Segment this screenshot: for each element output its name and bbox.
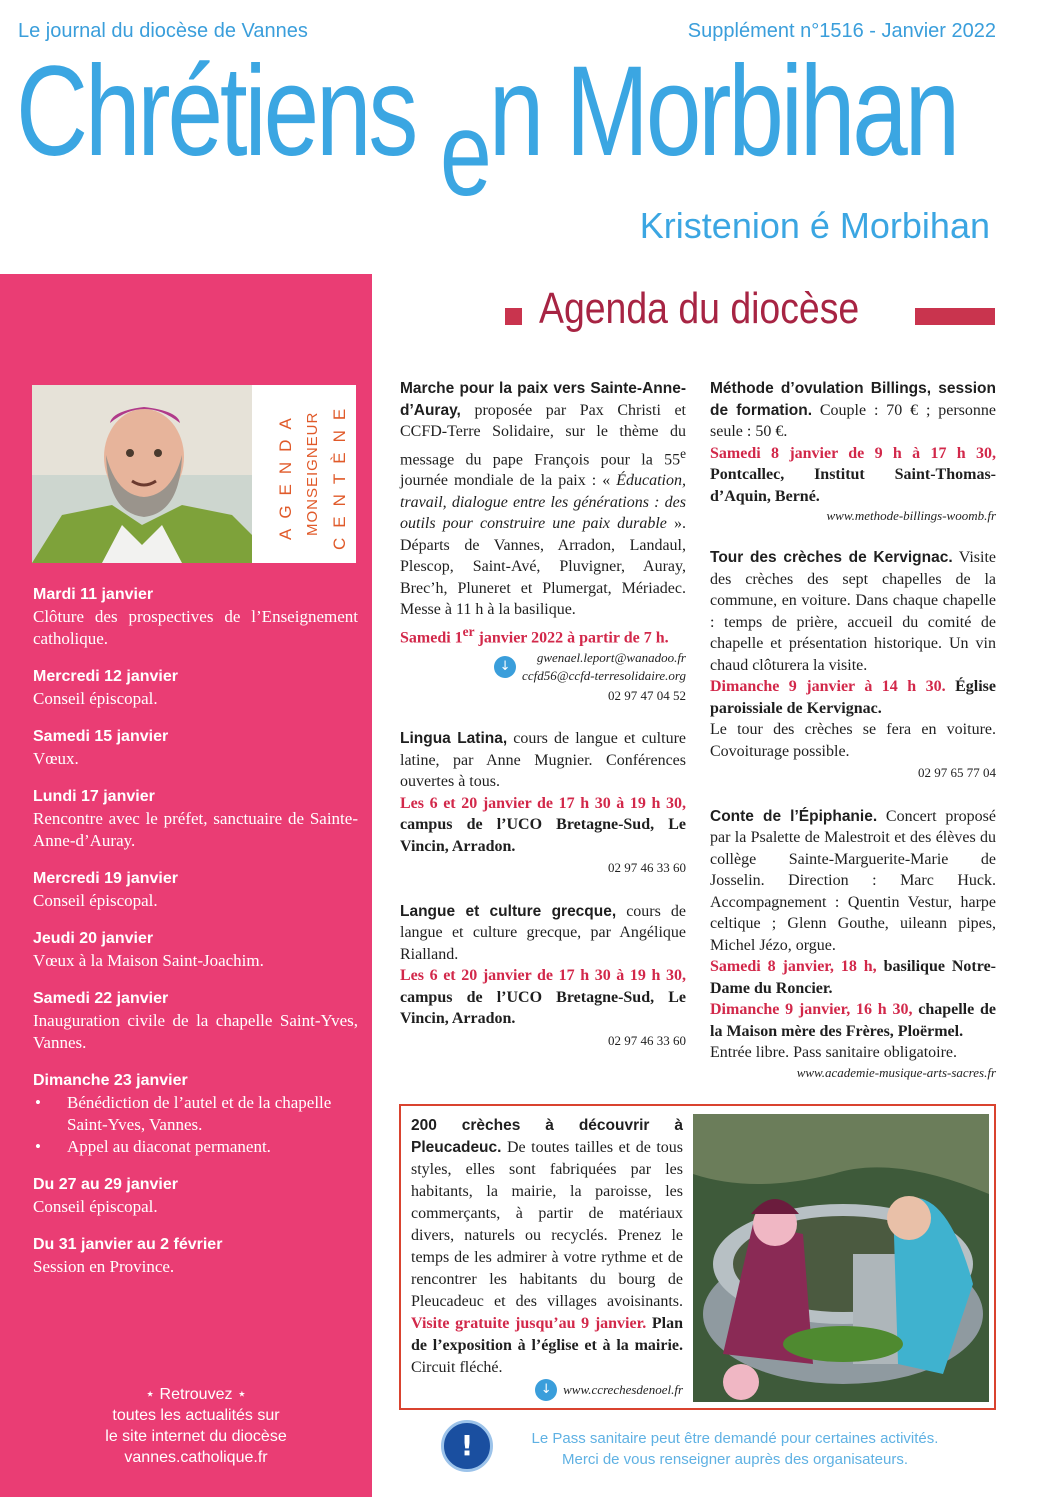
- event-date: Du 31 janvier au 2 février: [33, 1236, 223, 1253]
- event-item: [33, 928, 358, 972]
- event-text: journée mondiale de la paix : «: [400, 472, 617, 490]
- event-date: Mercredi 12 janvier: [33, 668, 178, 685]
- superscript: er: [462, 623, 475, 639]
- event-text: cours de langue et culture latine, par Anne Mugnier. Conférences ouvertes à tous.: [400, 730, 686, 791]
- event-where: Plan de l’exposition à l’église et à la mairie.: [411, 1315, 683, 1354]
- contact-lines: [522, 649, 686, 685]
- event-desc: Conseil épiscopal.: [33, 1197, 158, 1216]
- masthead-title: [16, 40, 958, 221]
- event-item: [33, 726, 358, 770]
- agenda-header: [505, 284, 995, 340]
- when-part: Samedi 1: [400, 629, 463, 647]
- website-promo: [40, 1384, 352, 1468]
- phone-number: 02 97 47 04 52: [608, 687, 686, 703]
- phone-number: 02 97 46 33 60: [608, 860, 686, 876]
- caption-monseigneur: MONSEIGNEUR: [304, 411, 321, 537]
- event-date: Mercredi 19 janvier: [33, 870, 178, 887]
- email-link[interactable]: gwenael.leport@wanadoo.fr: [536, 649, 686, 665]
- download-icon[interactable]: ↓: [535, 1379, 557, 1401]
- masthead-e: e: [439, 87, 489, 221]
- sanitary-notice: [510, 1428, 960, 1470]
- event-item: [33, 1070, 358, 1158]
- event-item: [33, 988, 358, 1054]
- event-latina: [400, 728, 686, 879]
- event-text: Entrée libre. Pass sanitaire obligatoire.: [710, 1044, 958, 1061]
- promo-line: le site internet du diocèse: [105, 1428, 287, 1445]
- event-where: Église paroissiale de Kervignac.: [710, 678, 997, 717]
- event-text: De toutes tailles et de tous styles, elles sont fabriquées par les habitants, la mairie, la paroisse, les commerçants, à partir de matériaux divers, naturels ou recyclés. Prenez le temps de les admirer à votre rythme et de rencontrer les habitants du bourg de Pleucadeuc et des villages avoisinants.: [411, 1139, 683, 1310]
- masthead-part2: n Morbihan: [488, 40, 958, 183]
- event-when: Dimanche 9 janvier à 14 h 30.: [710, 678, 946, 695]
- warning-icon: !: [441, 1420, 493, 1472]
- superscript: e: [680, 445, 686, 461]
- masthead-part1: Chrétiens: [16, 40, 440, 183]
- download-icon[interactable]: ↓: [494, 656, 516, 678]
- event-desc: Clôture des prospectives de l’Enseignement catholique.: [33, 607, 358, 648]
- caption-agenda: AGENDA: [276, 408, 295, 540]
- event-quote: Éducation, travail, dialogue entre les générations : des outils pour construire une paix durable: [400, 472, 686, 533]
- event-item: [33, 666, 358, 710]
- event-creches-kervignac: [710, 547, 996, 784]
- event-marche: [400, 378, 686, 706]
- bishop-event-list: [33, 584, 358, 1294]
- pleucadeuc-box: [399, 1104, 996, 1410]
- contact-row: [411, 1379, 683, 1401]
- promo-line: toutes les actualités sur: [112, 1407, 280, 1424]
- event-text: ». Départs de Vannes, Arradon, Landaul, Plescop, Saint-Avé, Pluvigner, Auray, Brec’h, Pluneret et Plumergat, Mériadec. Messe à 11 h à la basilique.: [400, 515, 687, 619]
- event-when: Les 6 et 20 janvier de 17 h 30 à 19 h 30,: [400, 967, 686, 985]
- website-link[interactable]: www.academie-musique-arts-sacres.fr: [796, 1064, 996, 1080]
- event-date: Lundi 17 janvier: [33, 788, 155, 805]
- event-desc: Vœux à la Maison Saint-Joachim.: [33, 951, 264, 970]
- event-date: Mardi 11 janvier: [33, 586, 154, 603]
- event-text: Concert proposé par la Psalette de Malestroit et des élèves du collège Sainte-Marguerite-Marie de Josselin. Direction : Marc Huck. Accompagnement : Quentin Vestur, harpe celtique ; Glenn Gouthe, uileann pipes, Michel Jézo, orgue.: [710, 807, 996, 954]
- event-date: Dimanche 23 janvier: [33, 1072, 188, 1089]
- event-date: Du 27 au 29 janvier: [33, 1176, 178, 1193]
- event-desc: Inauguration civile de la chapelle Saint-Yves, Vannes.: [33, 1011, 358, 1052]
- event-title: Conte de l’Épiphanie.: [710, 807, 878, 825]
- event-title: 200 crèches à découvrir à Pleucadeuc.: [411, 1117, 683, 1156]
- event-when: Visite gratuite jusqu’au 9 janvier.: [411, 1315, 647, 1332]
- phone-number: 02 97 46 33 60: [608, 1032, 686, 1048]
- event-date: Samedi 15 janvier: [33, 728, 169, 745]
- event-item: [33, 1234, 358, 1278]
- agenda-square-mark: [505, 308, 522, 325]
- event-when: Dimanche 9 janvier, 16 h 30,: [710, 1001, 913, 1018]
- event-subitem: • Appel au diaconat permanent.: [33, 1136, 358, 1158]
- event-desc: Session en Province.: [33, 1257, 175, 1276]
- event-desc: Conseil épiscopal.: [33, 891, 158, 910]
- promo-website-link[interactable]: vannes.catholique.fr: [124, 1449, 268, 1466]
- caption-centene: CENTÈNE: [330, 398, 349, 550]
- event-grecque: [400, 901, 686, 1052]
- notice-line: Merci de vous renseigner auprès des organisateurs.: [561, 1451, 909, 1468]
- event-title: Méthode d’ovulation Billings, session de formation.: [710, 380, 996, 419]
- event-item: [33, 786, 358, 852]
- event-date: Jeudi 20 janvier: [33, 930, 154, 947]
- event-where: chapelle de la Maison mère des Frères, Ploërmel.: [710, 1001, 996, 1040]
- event-when: Samedi 8 janvier, 18 h,: [710, 958, 877, 975]
- pleucadeuc-text: [411, 1115, 683, 1401]
- event-where: basilique Notre-Dame du Roncier.: [710, 958, 996, 997]
- contact-row: [400, 649, 686, 685]
- event-item: [33, 584, 358, 650]
- event-title: Tour des crèches de Kervignac.: [710, 549, 953, 566]
- event-text: Couple : 70 € ; personne seule : 50 €.: [710, 401, 997, 440]
- phone-number: 02 97 65 77 04: [918, 765, 996, 780]
- event-when: Les 6 et 20 janvier de 17 h 30 à 19 h 30,: [400, 794, 686, 812]
- when-part: janvier 2022 à partir de 7 h.: [474, 629, 669, 647]
- creche-photo: [693, 1114, 989, 1402]
- email-link[interactable]: ccfd56@ccfd-terresolidaire.org: [522, 667, 686, 683]
- agenda-bar-mark: [915, 308, 995, 325]
- event-desc: Vœux.: [33, 749, 79, 768]
- event-billings: [710, 378, 996, 525]
- event-where: campus de l’UCO Bretagne-Sud, Le Vincin, Arradon.: [400, 816, 686, 855]
- website-link[interactable]: www.methode-billings-woomb.fr: [826, 508, 996, 523]
- masthead-subtitle: Kristenion é Morbihan: [639, 205, 990, 246]
- event-text: Circuit fléché.: [411, 1359, 503, 1376]
- event-epiphanie: [710, 806, 996, 1082]
- event-subitem: • Bénédiction de l’autel et de la chapelle Saint-Yves, Vannes.: [33, 1092, 358, 1136]
- event-when: Samedi 8 janvier de 9 h à 17 h 30,: [710, 444, 996, 462]
- event-title: Lingua Latina,: [400, 730, 508, 748]
- notice-line: Le Pass sanitaire peut être demandé pour certaines activités.: [531, 1430, 939, 1447]
- event-item: [33, 868, 358, 912]
- promo-line: ⋆ Retrouvez ⋆: [145, 1386, 247, 1403]
- event-text: Visite des crèches des sept chapelles de la commune, en voiture. Dans chaque chapelle : temps de prière, accueil du comité de chapelle et présentation historique. Un vin chaud clôturera la visite.: [710, 549, 996, 674]
- event-desc: Conseil épiscopal.: [33, 689, 158, 708]
- website-link[interactable]: www.ccrechesdenoel.fr: [563, 1382, 683, 1397]
- event-desc: Rencontre avec le préfet, sanctuaire de Sainte-Anne-d’Auray.: [33, 809, 358, 850]
- agenda-column-1: [400, 378, 686, 1073]
- event-item: [33, 1174, 358, 1218]
- event-sublist: [33, 1092, 358, 1158]
- agenda-title: Agenda du diocèse: [539, 284, 860, 333]
- event-where: campus de l’UCO Bretagne-Sud, Le Vincin, Arradon.: [400, 988, 686, 1028]
- event-text: Le tour des crèches se fera en voiture. Covoiturage possible.: [710, 721, 996, 760]
- event-when: [400, 621, 686, 649]
- bishop-photo-box: [32, 385, 356, 563]
- event-title: Langue et culture grecque,: [400, 902, 617, 920]
- event-text: proposée par Pax Christi et CCFD-Terre Solidaire, sur le thème du message du pape François pour la 55: [400, 401, 686, 468]
- event-text: cours de langue et culture grecque, par Angélique Rialland.: [400, 902, 686, 963]
- agenda-column-2: [710, 378, 996, 1104]
- journal-label: Le journal du diocèse de Vannes: [18, 20, 308, 42]
- supplement-label: Supplément n°1516 - Janvier 2022: [687, 20, 996, 42]
- bishop-photo: [32, 385, 252, 563]
- event-title: Marche pour la paix vers Sainte-Anne-d’Auray,: [400, 380, 686, 419]
- event-where: Pontcallec, Institut Saint-Thomas-d’Aquin, Berné.: [710, 466, 996, 505]
- event-date: Samedi 22 janvier: [33, 990, 169, 1007]
